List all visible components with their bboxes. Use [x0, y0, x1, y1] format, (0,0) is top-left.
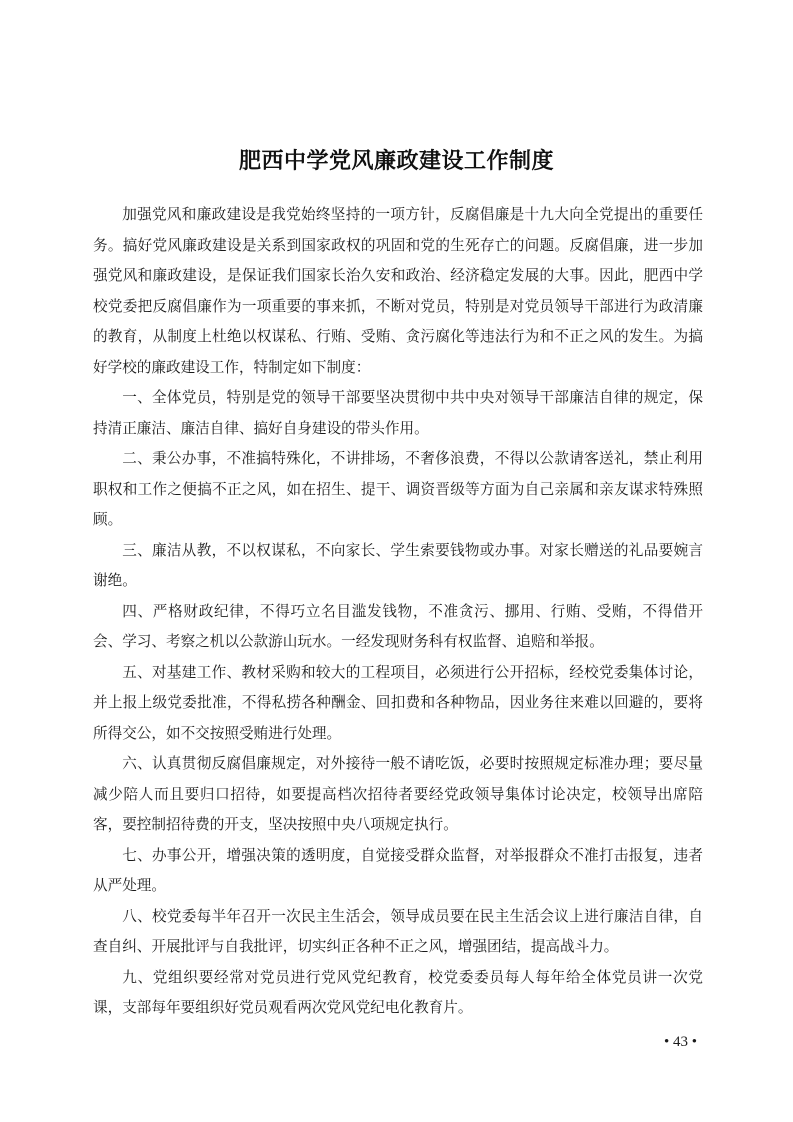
paragraph-rule-5: 五、对基建工作、教材采购和较大的工程项目，必须进行公开招标，经校党委集体讨论，并上报上级党委批准，不得私捞各种酬金、回扣费和各种物品，因业务往来难以回避的，要将所得交公，如不交按照受贿进行处理。	[93, 663, 703, 742]
paragraph-rule-8: 八、校党委每半年召开一次民主生活会，领导成员要在民主生活会议上进行廉洁自律，自查自纠、开展批评与自我批评，切实纠正各种不正之风，增强团结，提高战斗力。	[93, 907, 703, 955]
page-number: • 43 •	[663, 1034, 697, 1050]
paragraph-rule-2: 二、秉公办事，不准搞特殊化，不讲排场，不奢侈浪费，不得以公款请客送礼，禁止利用职权和工作之便搞不正之风，如在招生、提干、调资晋级等方面为自己亲属和亲友谋求特殊照顾。	[93, 450, 703, 528]
paragraph-rule-3: 三、廉洁从教，不以权谋私，不向家长、学生索要钱物或办事。对家长赠送的礼品要婉言谢绝。	[93, 541, 703, 589]
page-title: 肥西中学党风廉政建设工作制度	[238, 149, 554, 174]
paragraph-rule-7: 七、办事公开，增强决策的透明度，自觉接受群众监督，对举报群众不准打击报复，违者从严处理。	[93, 846, 703, 894]
paragraph-intro: 加强党风和廉政建设是我党始终坚持的一项方针，反腐倡廉是十九大向全党提出的重要任务。搞好党风廉政建设是关系到国家政权的巩固和党的生死存亡的问题。反腐倡廉，进一步加强党风和廉政建设，是保证我们国家长治久安和政治、经济稳定发展的大事。因此，肥西中学校党委把反腐倡廉作为一项重要的事来抓，不断对党员，特别是对党员领导干部进行为政清廉的教育，从制度上杜绝以权谋私、行贿、受贿、贪污腐化等违法行为和不正之风的发生。为搞好学校的廉政建设工作，特制定如下制度：	[93, 206, 703, 376]
paragraph-rule-9: 九、党组织要经常对党员进行党风党纪教育，校党委委员每人每年给全体党员讲一次党课，支部每年要组织好党员观看两次党风党纪电化教育片。	[93, 968, 703, 1016]
paragraph-rule-1: 一、全体党员，特别是党的领导干部要坚决贯彻中共中央对领导干部廉洁自律的规定，保持清正廉洁、廉洁自律、搞好自身建设的带头作用。	[93, 389, 703, 437]
paragraph-rule-4: 四、严格财政纪律，不得巧立名目滥发钱物，不准贪污、挪用、行贿、受贿，不得借开会、学习、考察之机以公款游山玩水。一经发现财务科有权监督、追赔和举报。	[93, 602, 703, 650]
document-body	[93, 200, 703, 1024]
paragraph-rule-6: 六、认真贯彻反腐倡廉规定，对外接待一般不请吃饭，必要时按照规定标准办理；要尽量减少陪人而且要归口招待，如要提高档次招待者要经党政领导集体讨论决定，校领导出席陪客，要控制招待费的开支，坚决按照中央八项规定执行。	[93, 755, 703, 833]
